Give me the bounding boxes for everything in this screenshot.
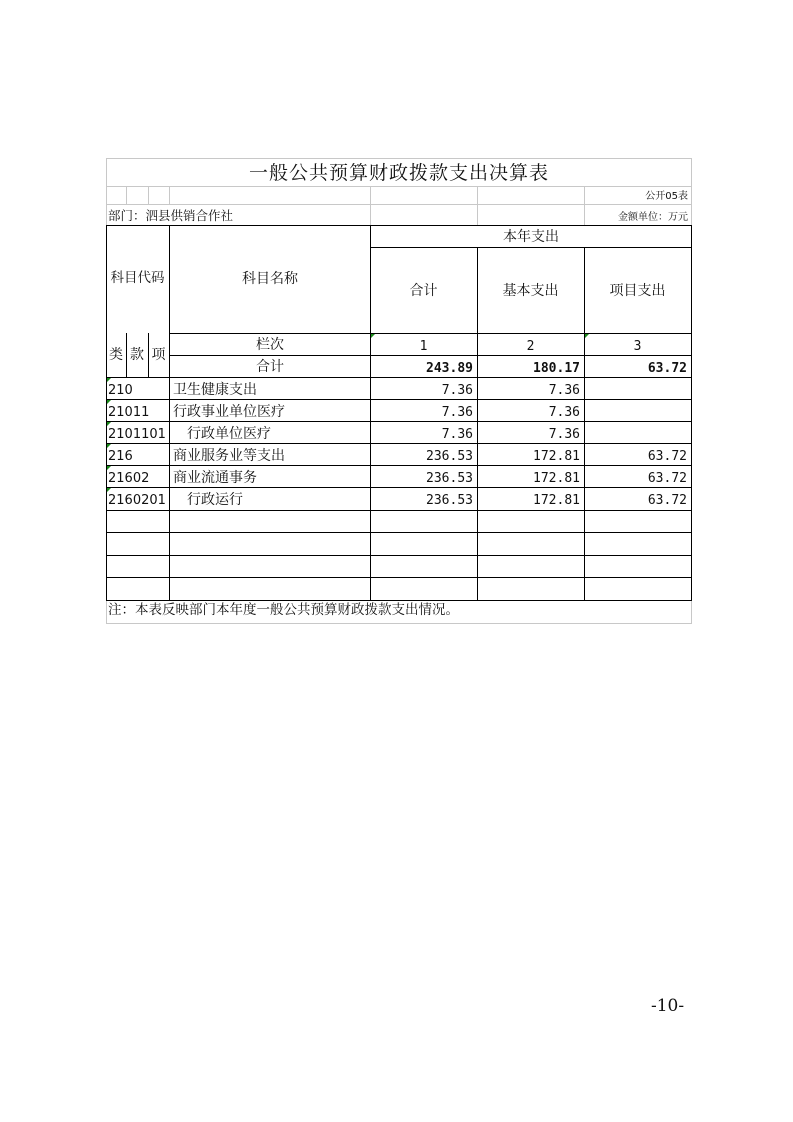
cell-marker — [107, 400, 111, 404]
row-name: 行政单位医疗 — [187, 426, 271, 442]
col-index-2: 2 — [526, 339, 535, 354]
total-row-basic: 180.17 — [533, 361, 580, 376]
header-lei: 类 — [109, 347, 123, 363]
total-row-label: 合计 — [256, 359, 284, 375]
col-index-3: 3 — [633, 339, 642, 354]
row-total: 7.36 — [441, 427, 473, 442]
header-subject-code: 科目代码 — [110, 270, 165, 286]
header-xiang: 项 — [151, 347, 166, 363]
header-basic: 基本支出 — [502, 283, 559, 299]
cell-marker — [585, 334, 589, 338]
header-project: 项目支出 — [609, 283, 666, 299]
row-code: 2160201 — [108, 493, 166, 508]
row-basic: 7.36 — [548, 405, 580, 420]
row-basic: 172.81 — [533, 471, 580, 486]
row-basic: 172.81 — [533, 449, 580, 464]
total-row-total: 243.89 — [426, 361, 473, 376]
row-code: 210 — [108, 383, 133, 398]
row-total: 7.36 — [441, 383, 473, 398]
row-name: 行政事业单位医疗 — [173, 404, 285, 420]
cell-marker — [107, 466, 111, 470]
col-index-1: 1 — [419, 339, 428, 354]
row-code: 2101101 — [108, 427, 166, 442]
row-name: 行政运行 — [187, 492, 243, 508]
row-name: 卫生健康支出 — [173, 382, 257, 398]
header-total: 合计 — [409, 283, 438, 299]
header-current-year: 本年支出 — [503, 229, 559, 245]
row-name: 商业流通事务 — [173, 470, 257, 486]
row-name: 商业服务业等支出 — [173, 448, 285, 464]
row-basic: 172.81 — [533, 493, 580, 508]
total-row-project: 63.72 — [647, 361, 687, 376]
row-code: 21011 — [108, 405, 150, 420]
form-code: 公开05表 — [645, 191, 688, 202]
table-title: 一般公共预算财政拨款支出决算表 — [248, 162, 549, 184]
department-label: 部门：泗县供销合作社 — [108, 208, 234, 223]
row-project: 63.72 — [647, 449, 687, 464]
unit-label: 金额单位：万元 — [618, 212, 688, 223]
table-note: 注：本表反映部门本年度一般公共预算财政拨款支出情况。 — [108, 602, 459, 618]
header-column-index: 栏次 — [256, 337, 284, 353]
page-number: -10- — [651, 996, 685, 1016]
row-total: 236.53 — [426, 471, 473, 486]
cell-marker — [371, 334, 375, 338]
row-code: 21602 — [108, 471, 150, 486]
cell-marker — [107, 378, 111, 382]
cell-marker — [107, 444, 111, 448]
row-basic: 7.36 — [548, 427, 580, 442]
cell-marker — [107, 422, 111, 426]
row-total: 7.36 — [441, 405, 473, 420]
header-subject-name: 科目名称 — [242, 271, 298, 287]
row-total: 236.53 — [426, 493, 473, 508]
row-basic: 7.36 — [548, 383, 580, 398]
budget-expenditure-table — [106, 158, 692, 624]
row-project: 63.72 — [647, 493, 687, 508]
row-project: 63.72 — [647, 471, 687, 486]
row-total: 236.53 — [426, 449, 473, 464]
header-kuan: 款 — [130, 347, 144, 363]
row-code: 216 — [108, 449, 133, 464]
cell-marker — [107, 488, 111, 492]
